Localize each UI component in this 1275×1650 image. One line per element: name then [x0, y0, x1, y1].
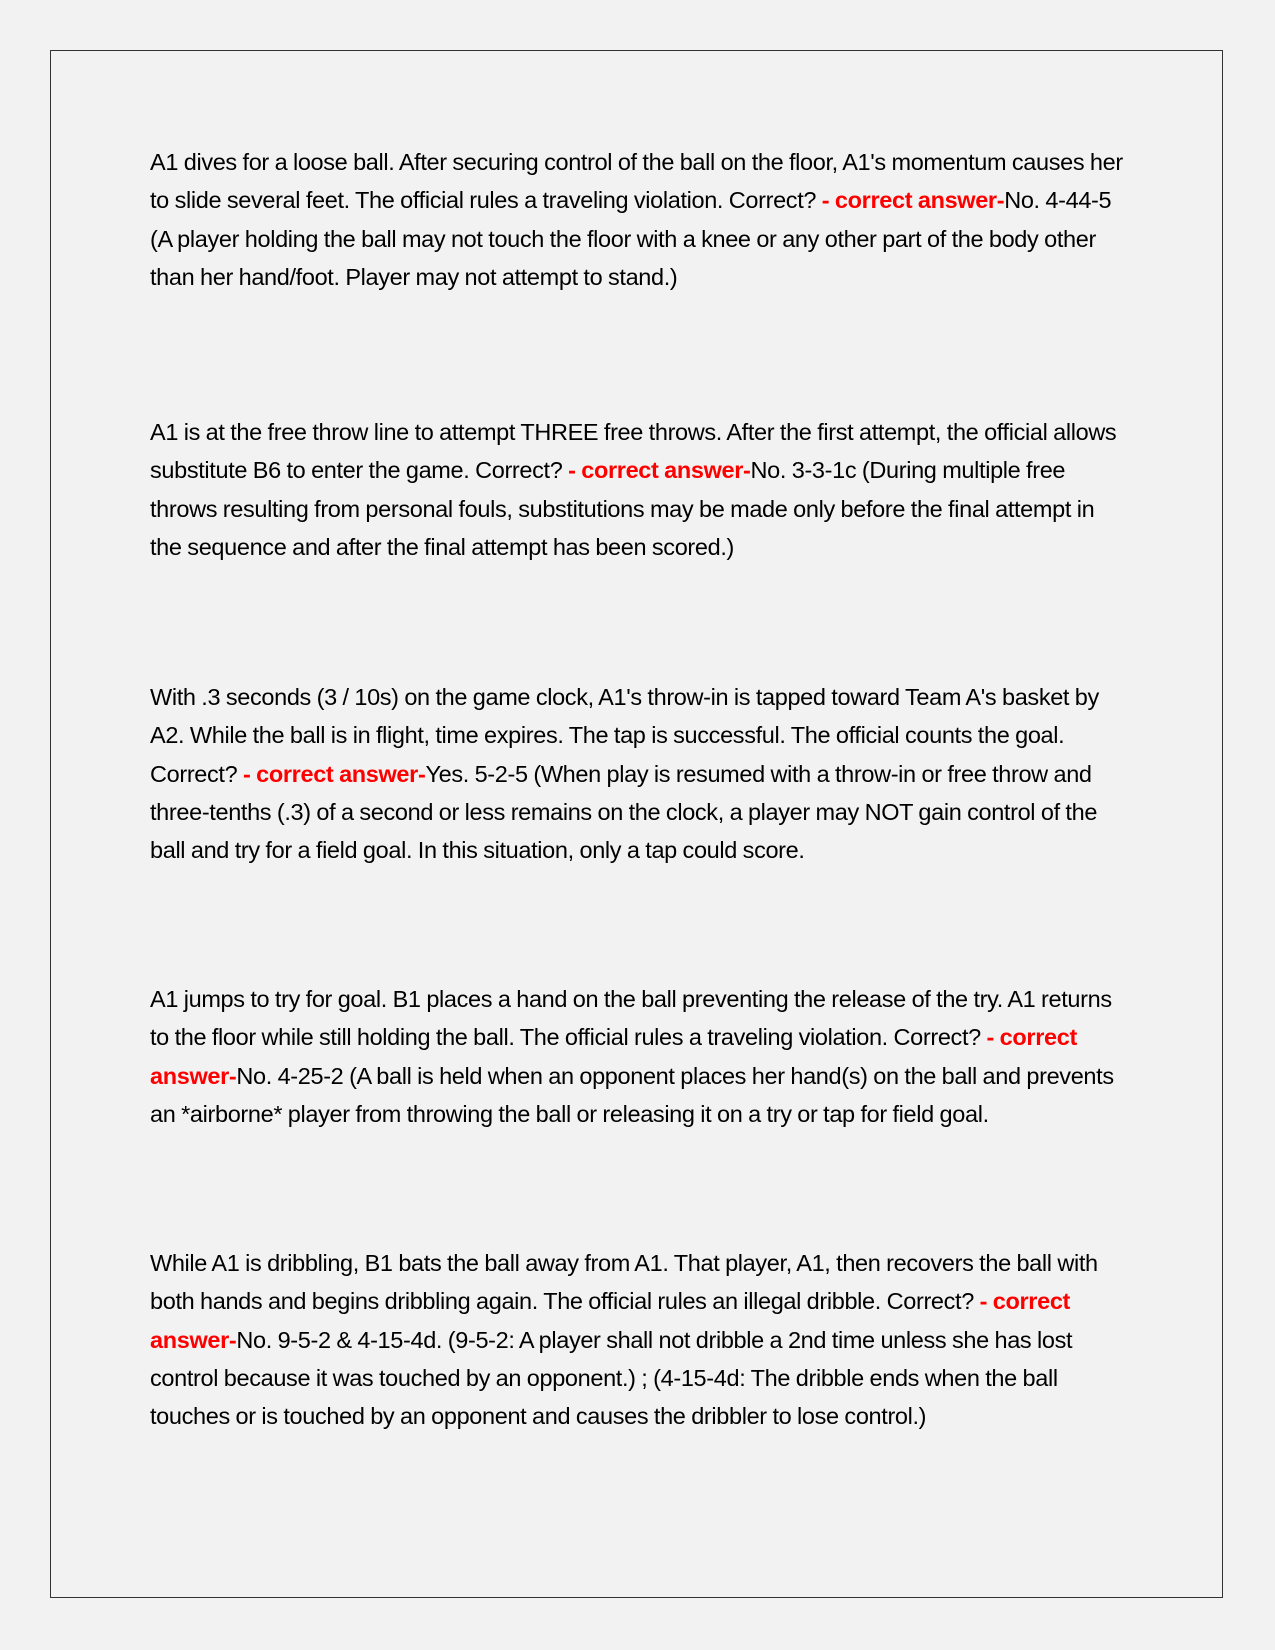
qa-item-1 — [150, 143, 1130, 296]
question-text: A1 is at the free throw line to attempt THREE free throws. After the first attempt, the official allows substitute B6 to enter the game. Correct? — [150, 419, 1117, 484]
question-text: A1 jumps to try for goal. B1 places a hand on the ball preventing the release of the try. A1 returns to the floor while still holding the ball. The official rules a traveling violation. Correct? — [150, 986, 1112, 1051]
qa-item-5 — [150, 1244, 1130, 1435]
qa-item-4 — [150, 980, 1130, 1133]
question-text: A1 dives for a loose ball. After securing control of the ball on the floor, A1's momentum causes her to slide several feet. The official rules a traveling violation. Correct? — [150, 149, 1123, 214]
qa-item-2 — [150, 413, 1130, 566]
correct-answer-label: - correct answer- — [568, 457, 751, 484]
correct-answer-label: - correct answer- — [243, 760, 426, 787]
question-text: While A1 is dribbling, B1 bats the ball away from A1. That player, A1, then recovers the ball with both hands and begins dribbling again. The official rules an illegal dribble. Correct? — [150, 1250, 1098, 1315]
answer-text: No. 9-5-2 & 4-15-4d. (9-5-2: A player shall not dribble a 2nd time unless she has lost control because it was touched by an opponent.) ; (4-15-4d: The dribble ends when the ball touches or is touched by an opponent and causes the dribbler to lose control.) — [150, 1326, 1073, 1430]
correct-answer-label: - correct answer- — [150, 1024, 1077, 1089]
answer-text: Yes. 5-2-5 (When play is resumed with a throw-in or free throw and three-tenths (.3) of a second or less remains on the clock, a player may NOT gain control of the ball and try for a field goal. In this situation, only a tap could score. — [150, 760, 1098, 864]
qa-item-3 — [150, 678, 1130, 869]
answer-text: No. 4-25-2 (A ball is held when an opponent places her hand(s) on the ball and prevents an *airborne* player from throwing the ball or releasing it on a try or tap for field goal. — [150, 1062, 1114, 1127]
question-text: With .3 seconds (3 / 10s) on the game clock, A1's throw-in is tapped toward Team A's basket by A2. While the ball is in flight, time expires. The tap is successful. The official counts the goal. Correct? — [150, 684, 1099, 787]
correct-answer-label: - correct answer- — [150, 1288, 1071, 1353]
answer-text: No. 3-3-1c (During multiple free throws resulting from personal fouls, substitutions may be made only before the final attempt in the sequence and after the final attempt has been scored.) — [150, 457, 1095, 560]
correct-answer-label: - correct answer- — [821, 187, 1005, 214]
answer-text: No. 4-44-5 (A player holding the ball may not touch the floor with a knee or any other part of the body other than her hand/foot. Player may not attempt to stand.) — [150, 187, 1112, 290]
